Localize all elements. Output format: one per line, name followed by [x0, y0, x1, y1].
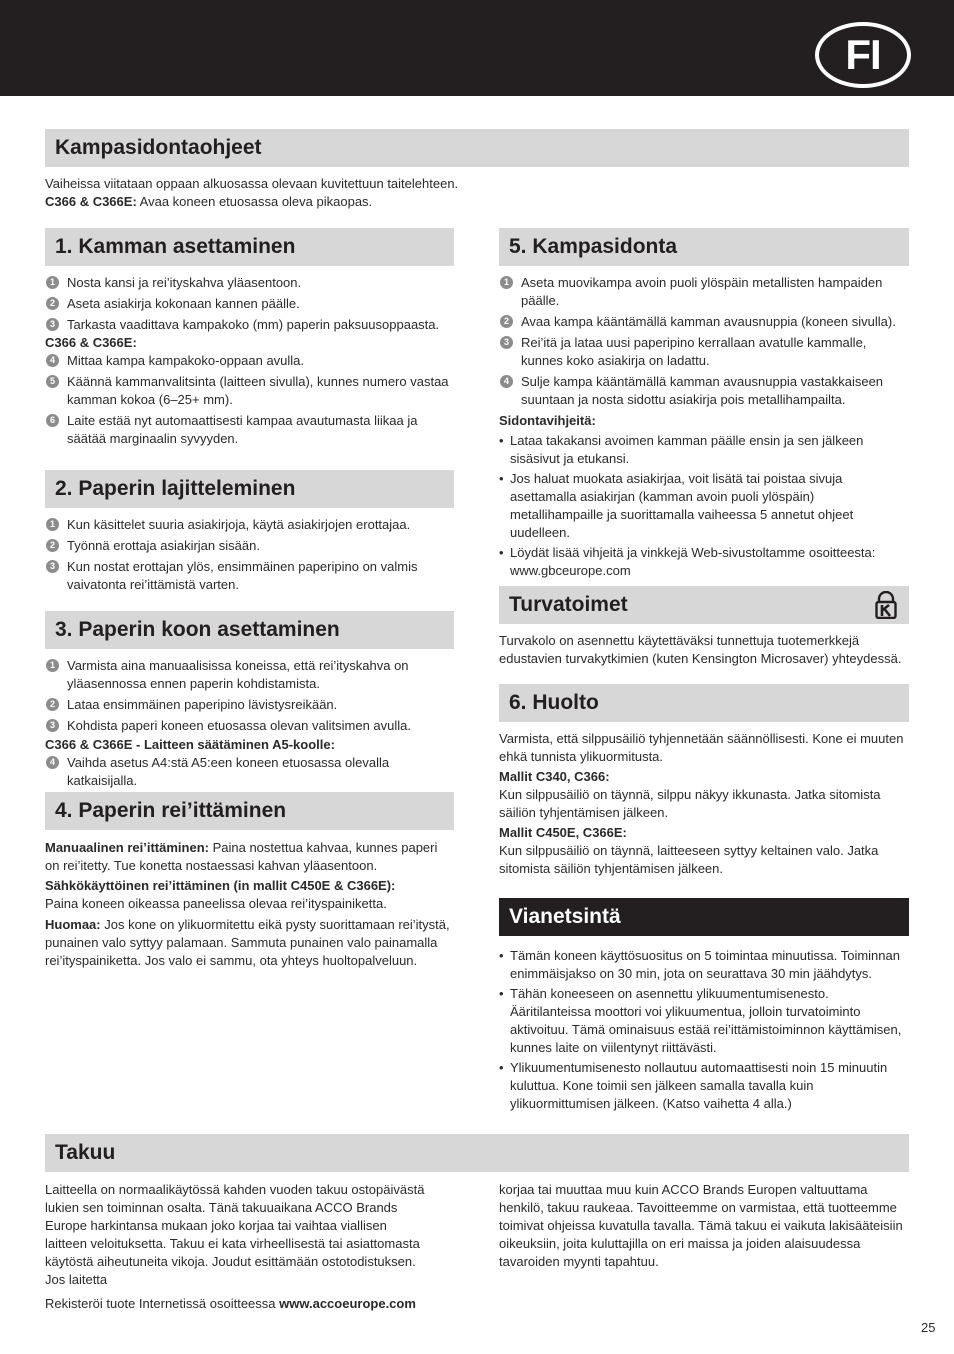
kensington-lock-icon	[875, 591, 897, 619]
section-header-1: 1. Kamman asettaminen	[45, 228, 454, 266]
section-6-text	[499, 730, 909, 878]
step-text: Mittaa kampa kampakoko-oppaan avulla.	[67, 353, 305, 368]
step-number-icon: 2	[46, 698, 59, 711]
step-item	[499, 373, 909, 409]
section-header-2: 2. Paperin lajitteleminen	[45, 470, 454, 508]
note	[45, 916, 454, 970]
maintenance-text: Varmista, että silppusäiliö tyhjennetään säännöllisesti. Kone ei muuten ehkä tunnista ylikuormitusta.	[499, 731, 904, 764]
step-item	[45, 657, 454, 693]
language-badge: FI	[815, 22, 911, 88]
section-header-warranty: Takuu	[45, 1134, 909, 1172]
register-line	[45, 1295, 425, 1313]
step-text: Kun nostat erottajan ylös, ensimmäinen paperipino on valmis vaivatonta rei’ittämistä varten.	[67, 559, 418, 592]
step-text: Lataa ensimmäinen paperipino lävistysreikään.	[67, 697, 338, 712]
step-number-icon: 3	[46, 318, 59, 331]
step-number-icon: 1	[500, 276, 513, 289]
safety-text: Turvakolo on asennettu käytettäväksi tunnettuja tuotemerkkejä edustavien turvakytkimien (kuten Kensington Microsaver) yhteydessä.	[499, 633, 902, 666]
note-label: Huomaa:	[45, 917, 101, 932]
step-text: Varmista aina manuaalisissa koneissa, että rei’ityskahva on yläasennossa ennen paperin kohdistamista.	[67, 658, 409, 691]
step-text: Aseta asiakirja kokonaan kannen päälle.	[67, 296, 300, 311]
section-header-safety	[499, 586, 909, 624]
step-item	[45, 373, 454, 409]
section-2-steps	[45, 516, 454, 594]
section-header-4: 4. Paperin rei’ittäminen	[45, 792, 454, 830]
troubleshooting-list	[499, 947, 909, 1113]
manual-label: Manuaalinen rei’ittäminen:	[45, 840, 209, 855]
sub-heading: C366 & C366E - Laitteen säätäminen A5-koolle:	[45, 737, 335, 752]
step-text: Tarkasta vaadittava kampakoko (mm) paperin paksuusoppaasta.	[67, 317, 440, 332]
step-text: Kun käsittelet suuria asiakirjoja, käytä asiakirjojen erottajaa.	[67, 517, 411, 532]
step-text: Laite estää nyt automaattisesti kampaa avautumasta liikaa ja säätää marginaalin syvyyden.	[67, 413, 418, 446]
model-label: C366 & C366E:	[45, 194, 137, 209]
step-number-icon: 4	[46, 756, 59, 769]
section-3-steps	[45, 657, 454, 790]
section-5-steps	[499, 274, 909, 580]
step-number-icon: 3	[500, 336, 513, 349]
step-item	[45, 754, 454, 790]
step-number-icon: 3	[46, 560, 59, 573]
step-number-icon: 5	[46, 375, 59, 388]
trouble-item: • Tämän koneen käyttösuositus on 5 toimintaa minuutissa. Toiminnan enimmäisjakso on 30 min, jota on seurattava 30 min jäähdytys.	[499, 947, 909, 983]
register-text: Rekisteröi tuote Internetissä osoitteessa	[45, 1296, 280, 1311]
note-text: Jos kone on ylikuormitettu eikä pysty suorittamaan rei’itystä, punainen valo syttyy palamaan. Sammuta punainen valo painamalla rei’ityspainiketta. Jos valo ei sammu, ota yhteys huoltopalveluun.	[45, 917, 450, 968]
section-header-3: 3. Paperin koon asettaminen	[45, 611, 454, 649]
step-text: Avaa kampa kääntämällä kamman avausnuppia (koneen sivulla).	[521, 314, 896, 329]
step-item	[45, 316, 454, 334]
warranty-col-2: korjaa tai muuttaa muu kuin ACCO Brands Europen valtuuttama henkilö, takuu raukeaa. Tavoitteemme on varmistaa, että tuotteemme toimivat ohjeissa kuvatulla tavalla. Tämä takuu ei vaikuta lakisääteisiin oikeuksiin, joita kuluttajilla on eri maissa ja joiden alaisuudessa tavaroiden myynti tapahtuu.	[499, 1182, 903, 1269]
trouble-item: • Ylikuumentumisenesto nollautuu automaattisesti noin 15 minuutin kuluttua. Kone toimii sen jälkeen samalla tavalla kuin ylikuormittumisen jälkeen. (Katso vaihetta 4 alla.)	[499, 1059, 909, 1113]
step-number-icon: 2	[46, 539, 59, 552]
register-link[interactable]: www.accoeurope.com	[279, 1296, 416, 1311]
step-number-icon: 1	[46, 276, 59, 289]
step-text: Aseta muovikampa avoin puoli ylöspäin metallisten hampaiden päälle.	[521, 275, 883, 308]
electric-text: Paina koneen oikeassa paneelissa olevaa rei’ityspainiketta.	[45, 896, 387, 911]
sub-heading: C366 & C366E:	[45, 335, 137, 350]
step-item	[45, 558, 454, 594]
step-text: Rei’itä ja lataa uusi paperipino kerrallaan avatulle kammalle, kunnes koko asiakirja on ladattu.	[521, 335, 867, 368]
manual-punching	[45, 839, 454, 875]
tips-heading: Sidontavihjeitä:	[499, 413, 596, 428]
step-item	[45, 295, 454, 313]
step-number-icon: 1	[46, 518, 59, 531]
step-text: Nosta kansi ja rei’ityskahva yläasentoon.	[67, 275, 302, 290]
step-text: Sulje kampa kääntämällä kamman avausnuppia vastakkaiseen suuntaan ja nosta sidottu asiakirja pois metallihampailta.	[521, 374, 884, 407]
step-text: Työnnä erottaja asiakirjan sisään.	[67, 538, 260, 553]
electric-label: Sähkökäyttöinen rei’ittäminen (in mallit C450E & C366E):	[45, 878, 396, 893]
step-number-icon: 3	[46, 719, 59, 732]
step-text: Vaihda asetus A4:stä A5:een koneen etuosassa olevalla katkaisijalla.	[67, 755, 390, 788]
intro-text	[45, 175, 909, 211]
model-text: Kun silppusäiliö on täynnä, silppu näkyy ikkunasta. Jatka sitomista säiliön tyhjentämisen jälkeen.	[499, 787, 881, 820]
step-item	[45, 537, 454, 555]
safety-title: Turvatoimet	[509, 593, 628, 616]
manual-text: Paina nostettua kahvaa, kunnes paperi on rei’itetty. Tue konetta nostaessasi kahvan yläasentoon.	[45, 840, 438, 873]
trouble-item: • Tähän koneeseen on asennettu ylikuumentumisenesto. Ääritilanteissa moottori voi ylikuumentua, jolloin turvatoiminto aktivoituu. Tämä ominaisuus estää rei’ittämistoiminnon käyttämisen, kunnes laite on viilentynyt riittävästi.	[499, 985, 909, 1057]
warranty-col-1	[45, 1181, 425, 1313]
step-item	[45, 696, 454, 714]
intro-line-text: Avaa koneen etuosassa oleva pikaopas.	[136, 194, 373, 209]
model-text: Kun silppusäiliö on täynnä, laitteeseen syttyy keltainen valo. Jatka sitomista säiliön tyhjentämisen jälkeen.	[499, 843, 879, 876]
step-item	[45, 516, 454, 534]
step-number-icon: 4	[46, 354, 59, 367]
step-text: Kohdista paperi koneen etuosassa olevan valitsimen avulla.	[67, 718, 411, 733]
intro-line: Vaiheissa viitataan oppaan alkuosassa olevaan kuvitettuun taitelehteen.	[45, 176, 459, 191]
section-header-5: 5. Kampasidonta	[499, 228, 909, 266]
step-text: Käännä kammanvalitsinta (laitteen sivulla), kunnes numero vastaa kamman kokoa (6–25+ mm).	[67, 374, 449, 407]
section-header-troubleshooting: Vianetsintä	[499, 898, 909, 936]
intro-line	[45, 193, 909, 211]
page-number: 25	[921, 1320, 936, 1335]
warranty-text: Laitteella on normaalikäytössä kahden vuoden takuu ostopäivästä lukien sen toiminnan osalta. Tänä takuuaikana ACCO Brands Europe harkintansa mukaan joko korjaa tai vaihtaa viallisen laitteen veloituksetta. Takuu ei kata virheellisestä tai asiattomasta käytöstä aiheutuneita vikoja. Joudut esittämään ostotodistuksen. Jos laitetta	[45, 1182, 425, 1287]
step-item	[499, 313, 909, 331]
step-item	[45, 717, 454, 735]
top-banner	[0, 0, 954, 96]
step-item	[45, 274, 454, 292]
step-number-icon: 2	[500, 315, 513, 328]
model-label: Mallit C340, C366:	[499, 769, 610, 784]
step-number-icon: 1	[46, 659, 59, 672]
tip-item: • Löydät lisää vihjeitä ja vinkkejä Web-sivustoltamme osoitteesta: www.gbceurope.com	[499, 544, 909, 580]
model-label: Mallit C450E, C366E:	[499, 825, 627, 840]
section-header-6: 6. Huolto	[499, 684, 909, 722]
tip-item: • Lataa takakansi avoimen kamman päälle ensin ja sen jälkeen sisäsivut ja etukansi.	[499, 432, 909, 468]
step-item	[499, 274, 909, 310]
step-item	[45, 412, 454, 448]
step-number-icon: 2	[46, 297, 59, 310]
step-item	[45, 352, 454, 370]
step-item	[499, 334, 909, 370]
step-number-icon: 6	[46, 414, 59, 427]
step-number-icon: 4	[500, 375, 513, 388]
tip-item: • Jos haluat muokata asiakirjaa, voit lisätä tai poistaa sivuja asettamalla asiakirjan (kamman avoin puoli ylöspäin) metallihampaille ja suorittamalla vaiheessa 5 annetut ohjeet uudelleen.	[499, 470, 909, 542]
section-header-instructions: Kampasidontaohjeet	[45, 129, 909, 167]
section-4-text	[45, 839, 454, 970]
section-1-steps	[45, 274, 454, 448]
